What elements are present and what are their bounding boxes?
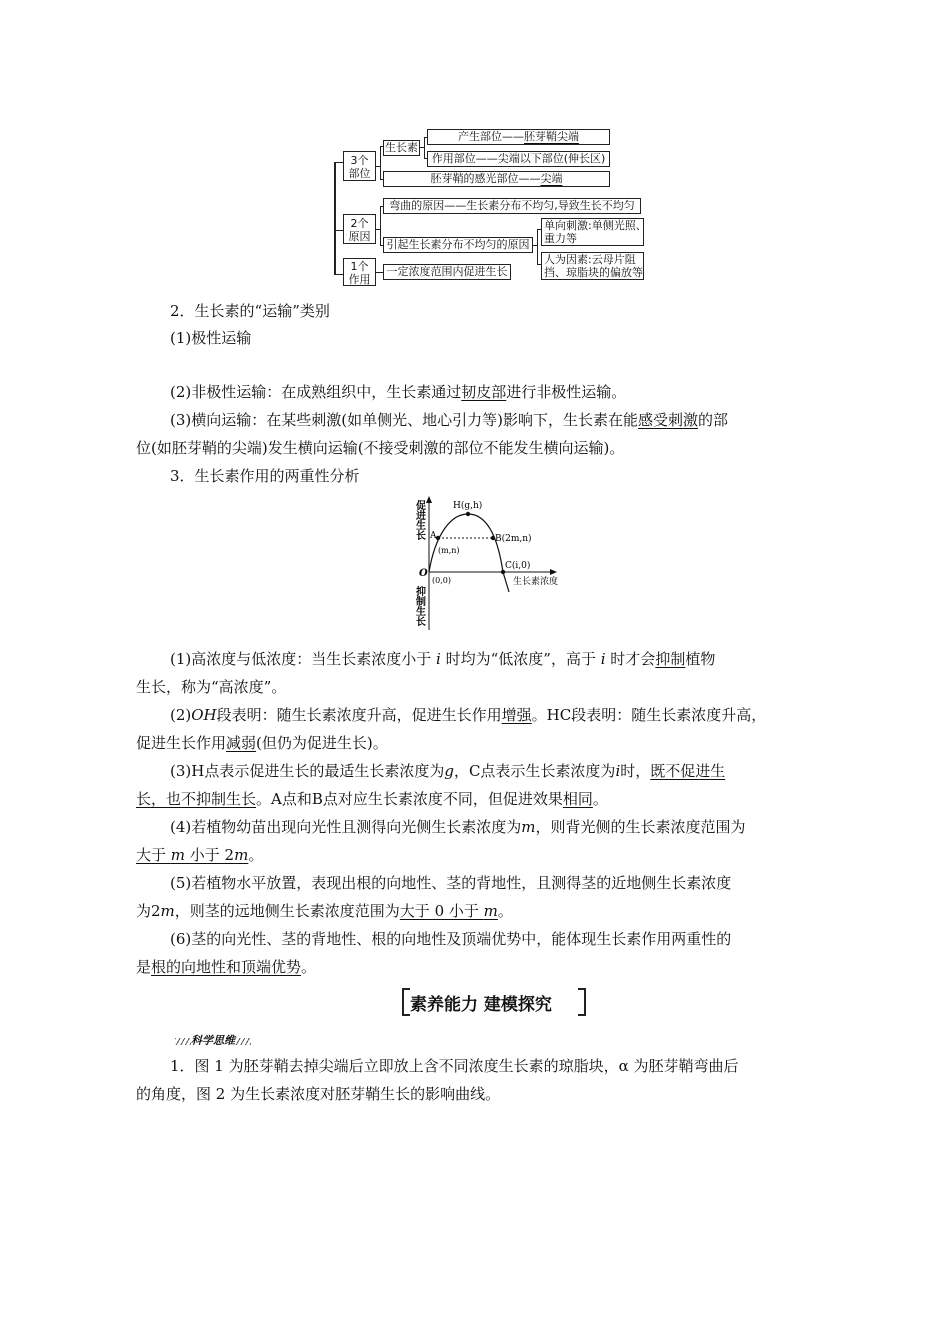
polar-transport: (1)极性运输 [170,329,252,347]
section-2-title: 2．生长素的“运输”类别 [170,302,330,320]
para-1-line-2: 生长，称为“高浓度”。 [136,678,287,696]
para-1-line-1: (1)高浓度与低浓度：当生长素浓度小于 i 时均为“低浓度”，高于 i 时才会抑制植物 [170,650,716,668]
sense-site: 胚芽鞘的感光部位——尖端 [383,171,610,187]
action-site: 作用部位——尖端以下部位(伸长区) [427,151,610,167]
artificial-factor: 人为因素:云母片阻 挡、琼脂块的偏放等 [541,252,644,280]
effect: 一定浓度范围内促进生长 [383,264,511,280]
three-parts-label: 3个 部位 [343,151,376,181]
stripes-right [235,1038,251,1045]
point-h [466,512,470,516]
y-label-promote: 促进生长 [413,500,425,540]
bend-reason: 弯曲的原因——生长素分布不均匀,导致生长不均匀 [383,198,641,214]
para-6-line-2: 是根的向地性和顶端优势。 [136,958,317,976]
y-axis-arrow [426,496,432,503]
para-4-line-1: (4)若植物幼苗出现向光性且测得向光侧生长素浓度为m，则背光侧的生长素浓度范围为 [170,818,746,836]
question-1-line-1: 1．图 1 为胚芽鞘去掉尖端后立即放上含不同浓度生长素的琼脂块，α 为胚芽鞘弯曲后 [170,1057,739,1075]
question-1-line-2: 的角度，图 2 为生长素浓度对胚芽鞘生长的影响曲线。 [136,1085,501,1103]
dose-response-chart [405,494,605,634]
label-origin: O [419,568,428,579]
section-3-title: 3．生长素作用的两重性分析 [170,467,360,485]
x-axis-label: 生长素浓度 [513,577,559,587]
label-a: A [430,531,437,541]
para-6-line-1: (6)茎的向光性、茎的背地性、根的向地性及顶端优势中，能体现生长素作用两重性的 [170,930,732,948]
para-3-line-1: (3)H点表示促进生长的最适生长素浓度为g，C点表示生长素浓度为i时，既不促进生 [170,762,726,780]
x-axis-arrow [550,569,557,575]
para-5-line-1: (5)若植物水平放置，表现出根的向地性、茎的背地性，且测得茎的近地侧生长素浓度 [170,874,732,892]
lateral-transport-1: (3)横向运输：在某些刺激(如单侧光、地心引力等)影响下，生长素在能感受刺激的部 [170,411,728,429]
para-3-line-2: 长，也不抑制生长。A点和B点对应生长素浓度不同，但促进效果相同。 [136,790,608,808]
section-title: 素养能力 建模探究 [410,995,552,1015]
label-h: H(g,h) [453,501,483,511]
thinking-tag: 科学思维 [175,1032,251,1048]
label-origin-coord: (0,0) [432,576,451,585]
auxin-label: 生长素 [385,141,418,154]
para-4-line-2: 大于 m 小于 2m。 [136,846,264,864]
one-effect-label: 1个 作用 [343,258,376,286]
nonpolar-transport: (2)非极性运输：在成熟组织中，生长素通过韧皮部进行非极性运输。 [170,383,627,401]
y-label-inhibit: 抑制生长 [413,586,425,626]
lateral-transport-2: 位(如胚芽鞘的尖端)发生横向运输(不接受刺激的部位不能发生横向运输)。 [136,439,625,457]
label-c: C(i,0) [505,561,531,571]
title-bracket-left [402,988,410,1016]
produce-site: 产生部位——胚芽鞘尖端 [427,129,610,145]
title-bracket-right [578,988,586,1016]
unilateral-stimulus: 单向刺激:单侧光照、 重力等 [541,218,644,246]
stripes-left [175,1038,191,1045]
two-reasons-label: 2个 原因 [343,214,376,244]
para-2-line-1: (2)OH段表明：随生长素浓度升高，促进生长作用增强。HC段表明：随生长素浓度升高， [170,706,767,724]
para-2-line-2: 促进生长作用减弱(但仍为促进生长)。 [136,734,388,752]
label-a-coord: (m,n) [438,546,460,555]
uneven-reason: 引起生长素分布不均匀的原因 [383,237,533,253]
para-5-line-2: 为2m，则茎的远地侧生长素浓度范围为大于 0 小于 m。 [136,902,513,920]
label-b: B(2m,n) [495,534,532,544]
